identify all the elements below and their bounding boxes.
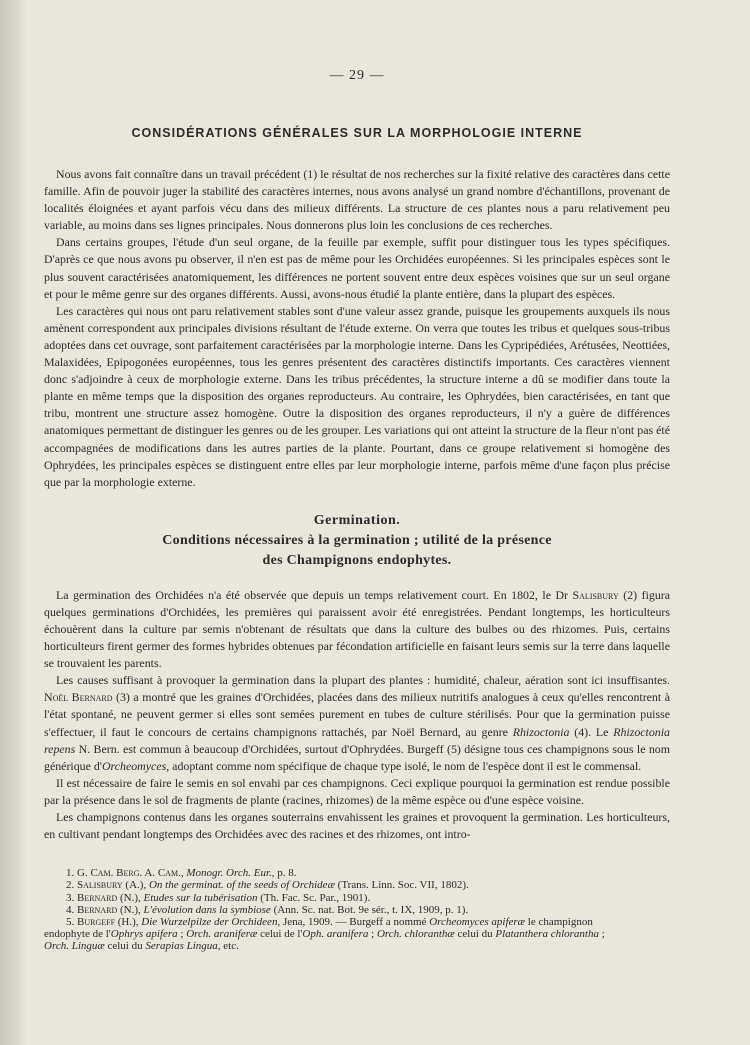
document-page [44, 68, 670, 953]
footnote-3: 3. Bernard (N.), Etudes sur la tubérisation (Th. Fac. Sc. Par., 1901). [66, 891, 371, 904]
germination-heading-line-2: Conditions nécessaires à la germination ; utilité de la présence [162, 532, 552, 548]
paragraph-germination-3: Il est nécessaire de faire le semis en sol envahi par ces champignons. Ceci explique pourquoi la germination est rendue possible par la présence dans le sol de fragments de plante (racines, rhizomes) de la même espèce ou d'une espèce voisine. [44, 775, 670, 807]
paragraph-intro-2: Dans certains groupes, l'étude d'un seul organe, de la feuille par exemple, suffit pour distinguer tous les types spécifiques. D'après ce que nous avons pu observer, il n'en est pas de même pour les Orchidées européennes. Si les principales espèces sont le plus souvent caractérisées anatomiquement, les différences ne portent souvent entre deux espèces voisines que sur un seul organe et pour le même genre sur des organes différents. Aussi, avons-nous étudié la plante entière, dans la plupart des espèces. [44, 235, 670, 301]
footnotes [44, 867, 670, 952]
footnote-1: 1. G. Cam. Berg. A. Cam., Monogr. Orch. Eur., p. 8. [66, 867, 297, 880]
page-number: — 29 — [329, 68, 385, 83]
footnote-5: 5. Burgeff (H.), Die Wurzelpilze der Orchideen, Jena, 1909. — Burgeff a nommé Orcheomyces apiferæ le champignon [66, 916, 593, 928]
page-edge-shadow [0, 0, 26, 1045]
germination-heading-line-3: des Champignons endophytes. [262, 552, 452, 568]
paragraph-germination-2: Les causes suffisant à provoquer la germination dans la plupart des plantes : humidité, chaleur, aération sont ici insuffisantes. Noël Bernard (3) a montré que les graines d'Orchidées, placées dans des milieux nutritifs analogues à ceux qu'elles rencontrent à l'état spontané, ne peuvent germer si elles sont semées purement en tubes de culture stérilisés. Pour que la germination puisse s'effectuer, il faut le concours de certains champignons rattachés, par Noël Bernard, au genre Rhizoctonia (4). Le Rhizoctonia repens N. Bern. est commun à beaucoup d'Orchidées, surtout d'Ophrydées. Burgeff (5) désigne tous ces champignons sous le nom générique d'Orcheomyces, adoptant comme nom spécifique de chaque type isolé, le nom de l'espèce dont il est le commensal. [44, 673, 670, 773]
footnote-4: 4. Bernard (N.), L'évolution dans la symbiose (Ann. Sc. nat. Bot. 9e sér., t. IX, 1909, p. 1). [66, 903, 469, 916]
paragraph-germination-1: La germination des Orchidées n'a été observée que depuis un temps relativement court. En 1802, le Dr Salisbury (2) figura quelques germinations d'Orchidées, les premières qui paraissent avoir été enregistrées. Pendant longtemps, les horticulteurs échouèrent dans la culture par semis n'obtenant de résultats que dans la culture des bulbes ou des rhizomes. Puis, certains horticulteurs firent germer des formes hybrides obtenues par fécondation artificielle en faisant leurs semis sur la terre dans laquelle se trouvaient les parents. [44, 587, 670, 671]
species-rhizoctonia-repens: Rhizoctonia repens [44, 724, 670, 756]
paragraph-intro-3: Les caractères qui nous ont paru relativement stables sont d'une valeur assez grande, puisque les groupements auxquels ils nous amènent correspondent aux principales divisions résultant de l'étude externe. On verra que toutes les tribus et quelques sous-tribus adoptées dans cet ouvrage, sont parfaitement caractérisées par la morphologie interne. Dans les Cypripédiées, Arétusées, Neottiées, Malaxidées, Epipogonées européennes, tous les genres présentent des caractères distinctifs importants. Ces caractères viennent donc s'adjoindre à ceux de morphologie externe. Dans les tribus précédentes, la structure interne a dû se modifier dans toute la plante en même temps que la disposition des organes reproducteurs. Au contraire, les Ophrydées, bien caractérisées, en tant que tribu, montrent une structure assez homogène. Outre la disposition des organes reproducteurs, il n'y a guère de différences anatomiques permettant de distinguer les genres ou de les grouper. Les variations qui ont atteint la structure de la fleur n'ont pas été accompagnées de modifications dans les autres parties de la plante. Pourtant, dans ce groupe relativement si homogène des Ophrydées, les principales espèces se distinguent entre elles par leur morphologie interne, parfois même d'une façon plus précise que par la morphologie externe. [44, 303, 670, 489]
author-noel-bernard: Noël Bernard [44, 690, 113, 705]
paragraph-germination-4: Les champignons contenus dans les organes souterrains envahissent les graines et provoquent la germination. Les horticulteurs, en cultivant pendant longtemps des Orchidées avec des racines et des rhizomes, ont intro- [44, 810, 670, 842]
genus-orcheomyces: Orcheomyces [101, 758, 167, 773]
section-title: CONSIDÉRATIONS GÉNÉRALES SUR LA MORPHOLOGIE INTERNE [131, 126, 583, 140]
germination-heading [44, 511, 670, 571]
germination-heading-line-1: Germination. [313, 512, 401, 528]
author-salisbury: Salisbury [572, 587, 619, 602]
footnote-5-continued: endophyte de l'Ophrys apifera ; Orch. araniferæ celui de l'Oph. aranifera ; Orch. chloranthæ celui du Platanthera chlorantha ; [44, 928, 605, 941]
paragraph-intro-1: Nous avons fait connaître dans un travail précédent (1) le résultat de nos recherches sur la fixité relative des caractères dans cette famille. Afin de pouvoir juger la stabilité des caractères internes, nous avons analysé un grand nombre d'échantillons, provenant de localités éloignées et ayant parfois vécu dans des milieux différents. La structure de ces plantes nous a paru relativement peu variable, au moins dans ses lignes principales. Nous donnerons plus loin les conclusions de ces recherches. [44, 167, 670, 233]
footnote-5-end: Orch. Linguæ celui du Serapias Lingua, etc. [44, 940, 239, 953]
genus-rhizoctonia: Rhizoctonia [512, 724, 570, 739]
footnote-2: 2. Salisbury (A.), On the germinat. of the seeds of Orchideæ (Trans. Linn. Soc. VII, 1802). [66, 879, 469, 892]
